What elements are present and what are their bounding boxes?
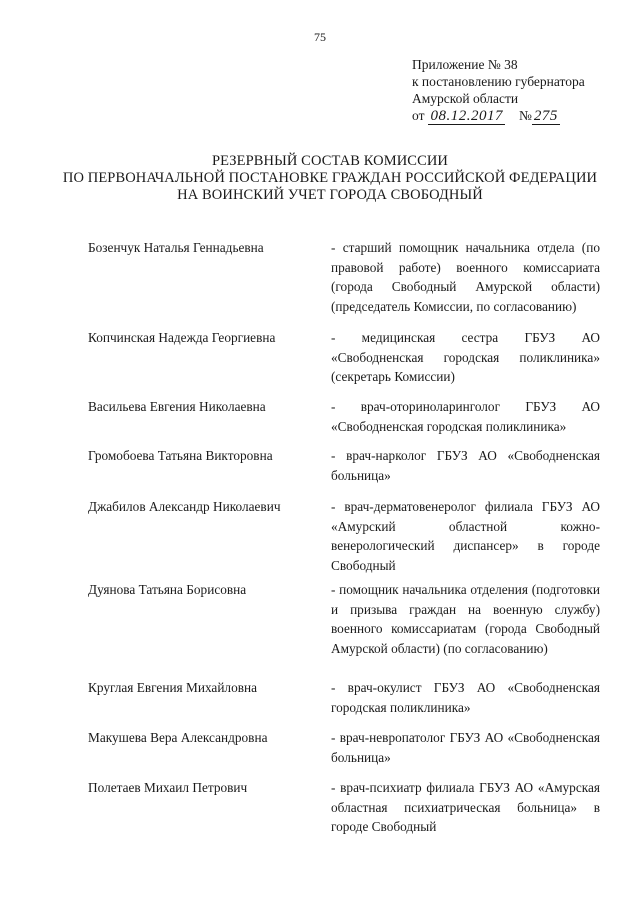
member-role: - помощник начальника отделения (подготовки и призыва граждан на военную службу) военного комиссариатам (города Свободный Амурской области) (по согласованию): [331, 582, 600, 656]
member-row: [88, 397, 600, 446]
page-number: 75: [314, 30, 326, 44]
member-name: Дуянова Татьяна Борисовна: [88, 582, 247, 597]
member-name: Бозенчук Наталья Геннадьевна: [88, 240, 264, 255]
member-row: [88, 580, 600, 678]
member-row: [88, 497, 600, 580]
from-label: от: [412, 108, 425, 123]
member-name: Макушева Вера Александровна: [88, 730, 268, 745]
member-name: Васильева Евгения Николаевна: [88, 399, 266, 414]
appendix-date-line: [412, 107, 622, 125]
member-row: [88, 328, 600, 397]
number-label: №: [518, 108, 532, 123]
member-name: Полетаев Михаил Петрович: [88, 780, 248, 795]
member-list: [88, 238, 600, 842]
member-role: - врач-психиатр филиала ГБУЗ АО «Амурская областная психиатрическая больница» в городе Свободный: [331, 780, 600, 834]
member-role: - старший помощник начальника отдела (по правовой работе) военного комиссариата (города Свободный Амурской области) (председатель Комиссии, по согласованию): [331, 240, 600, 314]
member-name: Громобоева Татьяна Викторовна: [88, 448, 273, 463]
member-row: [88, 446, 600, 497]
member-role: - врач-дерматовенеролог филиала ГБУЗ АО «Амурский областной кожно-венерологический диспансер» в городе Свободный: [331, 499, 600, 573]
handwritten-date: 08.12.2017: [430, 108, 503, 124]
member-role: - врач-невропатолог ГБУЗ АО «Свободненская больница»: [331, 730, 600, 765]
member-role: - медицинская сестра ГБУЗ АО «Свободненская городская поликлиника» (секретарь Комиссии): [331, 330, 600, 384]
handwritten-number: 275: [533, 108, 558, 124]
document-title: [60, 153, 600, 204]
appendix-line-3: Амурской области: [412, 91, 519, 106]
title-line-2: ПО ПЕРВОНАЧАЛЬНОЙ ПОСТАНОВКЕ ГРАЖДАН РОССИЙСКОЙ ФЕДЕРАЦИИ: [62, 170, 598, 186]
appendix-line-1: Приложение № 38: [412, 57, 518, 72]
member-role: - врач-окулист ГБУЗ АО «Свободненская городская поликлиника»: [331, 680, 600, 715]
member-row: [88, 678, 600, 728]
appendix-line-2: к постановлению губернатора: [412, 74, 585, 89]
title-line-1: РЕЗЕРВНЫЙ СОСТАВ КОМИССИИ: [212, 153, 448, 169]
member-role: - врач-оториноларинголог ГБУЗ АО «Свободненская городская поликлиника»: [331, 399, 600, 434]
member-name: Круглая Евгения Михайловна: [88, 680, 258, 695]
member-name: Джабилов Александр Николаевич: [88, 499, 281, 514]
member-name: Копчинская Надежда Георгиевна: [88, 330, 276, 345]
member-row: [88, 778, 600, 842]
appendix-block: [412, 56, 622, 125]
member-row: [88, 238, 600, 328]
member-row: [88, 728, 600, 778]
title-line-3: НА ВОИНСКИЙ УЧЕТ ГОРОДА СВОБОДНЫЙ: [177, 187, 483, 203]
member-role: - врач-нарколог ГБУЗ АО «Свободненская больница»: [331, 448, 600, 483]
